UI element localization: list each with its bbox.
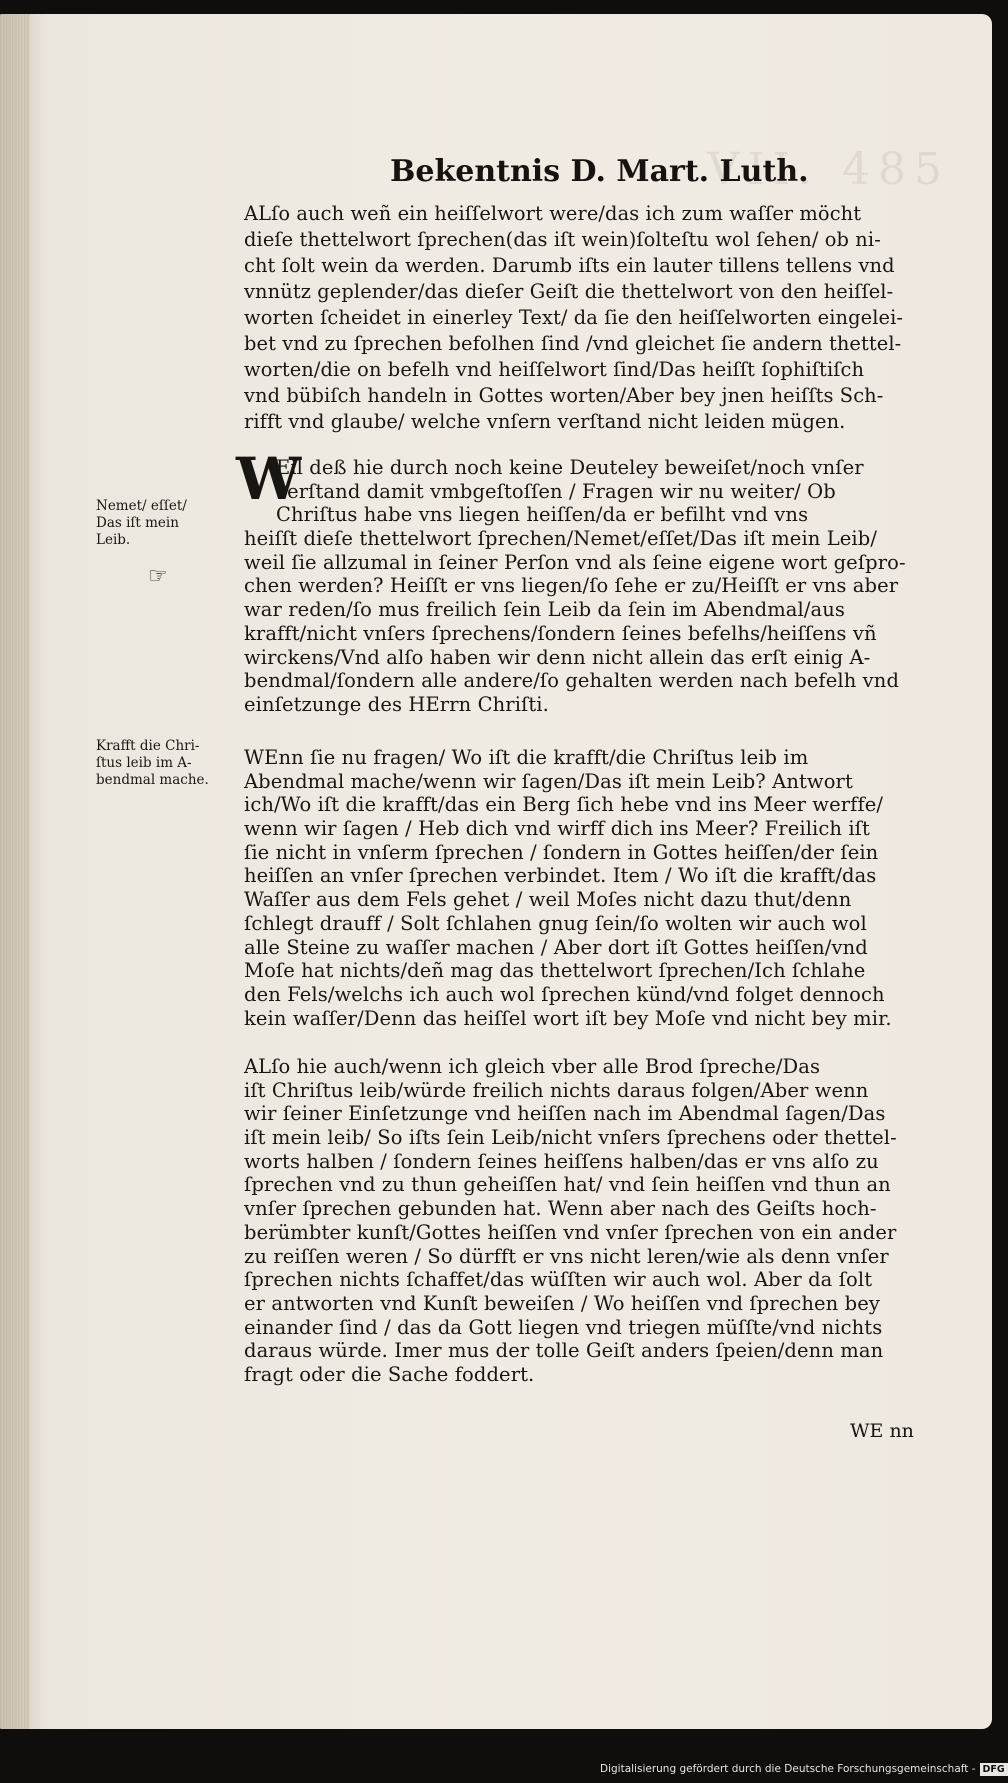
text-line: heiſſt dieſe thettelwort ſprechen/Nemet/eſſet/Das iſt mein Leib/ (244, 527, 878, 551)
text-line: heiſſen an vnſer ſprechen verbindet. Item / Wo iſt die krafft/das (244, 864, 877, 888)
text-line: WEnn ſie nu fragen/ Wo iſt die krafft/die Chriſtus leib im (244, 746, 809, 769)
text-line: fragt oder die Sache foddert. (244, 1362, 535, 1386)
footer-credit (600, 1763, 1005, 1779)
bleed-through-text: VII. 485 (707, 144, 950, 195)
catchword: WE nn (850, 1420, 914, 1442)
text-line: wir ſeiner Einſetzunge vnd heiſſen nach im Abendmal ſagen/Das (244, 1102, 886, 1126)
drop-cap: W (236, 445, 302, 513)
text-line: zu reiſſen weren / So dürfft er vns nicht leren/wie als denn vnſer (244, 1244, 889, 1268)
text-line: Chriſtus habe vns liegen heiſſen/da er befilht vnd vns (276, 503, 809, 527)
text-line: cht ſolt wein da werden. Darumb iſts ein lauter tillens tellens vnd (244, 254, 895, 277)
text-line: vnſer ſprechen gebunden hat. Wenn aber nach des Geiſts hoch- (244, 1197, 877, 1221)
text-line: er antworten vnd Kunſt beweiſen / Wo heiſſen vnd ſprechen bey (244, 1291, 880, 1315)
margin-note-krafft (96, 738, 246, 789)
text-line: Moſe hat nichts/deñ mag das thettelwort ſprechen/Ich ſchlahe (244, 959, 866, 983)
text-line: krafft/nicht vnſers ſprechens/ſondern ſeines befelhs/heiſſens vñ (244, 621, 877, 645)
text-line: iſt mein leib/ So iſts ſein Leib/nicht vnſers ſprechens oder thettel- (244, 1126, 897, 1150)
paragraph-block-1 (244, 201, 944, 435)
text-line: den Fels/welchs ich auch wol ſprechen künd/vnd folget dennoch (244, 982, 885, 1006)
margin-note-line: Nemet/ eſſet/ (96, 498, 187, 514)
margin-note-line: Leib. (96, 532, 131, 548)
text-line: dieſe thettelwort ſprechen(das iſt wein)ſolteſtu wol ſehen/ ob ni- (244, 228, 881, 251)
text-line: bet vnd zu ſprechen befolhen ſind /vnd gleichet ſie andern thettel- (244, 332, 902, 355)
text-line: rifft vnd glaube/ welche vnſern verſtand nicht leiden mügen. (244, 410, 846, 433)
text-line: wenn wir ſagen / Heb dich vnd wirff dich ins Meer? Freilich iſt (244, 817, 870, 841)
text-line: daraus würde. Imer mus der tolle Geiſt anders ſpeien/denn man (244, 1339, 884, 1363)
book-page (0, 14, 992, 1729)
text-line: weil ſie allzumal in ſeiner Perſon vnd als ſeine eigene wort geſpro- (244, 550, 906, 574)
text-line: berümbter kunſt/Gottes heiſſen vnd vnſer ſprechen von ein ander (244, 1220, 897, 1244)
text-line: worten ſcheidet in einerley Text/ da ſie den heiſſelworten eingelei- (244, 306, 904, 329)
paragraph-block-3 (244, 746, 944, 1030)
dfg-logo: DFG (980, 1763, 1008, 1776)
text-line: worts halben / ſondern ſeines heiſſens halben/das er vns alſo zu (244, 1149, 879, 1173)
paragraph-block-2 (236, 445, 976, 717)
text-line: war reden/ſo mus freilich ſein Leib da ſein im Abendmal/aus (244, 598, 846, 622)
text-line: Abendmal mache/wenn wir ſagen/Das iſt mein Leib? Antwort (244, 769, 853, 793)
text-line: vnd bübiſch handeln in Gottes worten/Aber bey jnen heiſſts Sch- (244, 384, 884, 407)
text-line: ALſo hie auch/wenn ich gleich vber alle Brod ſpreche/Das (244, 1055, 821, 1078)
page-gutter-edge (0, 14, 30, 1729)
margin-note-line: bendmal mache. (96, 772, 209, 788)
text-line: ſprechen nichts ſchaffet/das wüſſten wir auch wol. Aber da ſolt (244, 1268, 873, 1292)
margin-note-line: ſtus leib im A- (96, 755, 192, 771)
margin-note-line: Das iſt mein (96, 515, 179, 531)
text-line: vnnütz geplender/das dieſer Geiſt die thettelwort von den heiſſel- (244, 280, 894, 303)
manicule-icon: ☞ (148, 564, 168, 589)
text-line: Eil deß hie durch noch keine Deuteley beweiſet/noch vnſer (276, 456, 864, 479)
footer-text: Digitalisierung gefördert durch die Deutsche Forschungsgemeinschaft - (600, 1763, 976, 1775)
text-line: ſprechen vnd zu thun geheiſſen hat/ vnd ſein heiſſen vnd thun an (244, 1173, 891, 1197)
text-line: alle Steine zu waſſer machen / Aber dort iſt Gottes heiſſen/vnd (244, 935, 868, 959)
text-line: chen werden? Heiſſt er vns liegen/ſo ſehe er zu/Heiſſt er vns aber (244, 574, 899, 598)
text-line: verſtand damit vmbgeſtoſſen / Fragen wir nu weiter/ Ob (276, 479, 836, 503)
text-line: kein waſſer/Denn das heiſſel wort iſt bey Moſe vnd nicht bey mir. (244, 1006, 892, 1030)
text-line: iſt Chriſtus leib/würde freilich nichts daraus folgen/Aber wenn (244, 1078, 869, 1102)
text-line: ſchlegt drauff / Solt ſchlahen gnug ſein/ſo wolten wir auch wol (244, 911, 867, 935)
text-line: bendmal/ſondern alle andere/ſo gehalten werden nach befelh vnd (244, 669, 900, 693)
text-line: einſetzunge des HErrn Chriſti. (244, 692, 549, 716)
text-line: wirckens/Vnd alſo haben wir denn nicht allein das erſt einig A- (244, 645, 871, 669)
text-line: ALſo auch weñ ein heiſſelwort were/das ich zum waſſer möcht (244, 202, 862, 225)
running-header: Bekentnis D. Mart. Luth. (390, 154, 809, 189)
margin-note-line: Krafft die Chri- (96, 738, 200, 754)
text-line: ich/Wo iſt die krafft/das ein Berg ſich hebe vnd ins Meer werffe/ (244, 793, 884, 817)
text-line: ſie nicht in vnſerm ſprechen / ſondern in Gottes heiſſen/der ſein (244, 840, 879, 864)
text-line: einander ſind / das da Gott liegen vnd triegen müſſte/vnd nichts (244, 1315, 883, 1339)
text-line: Waſſer aus dem Fels gehet / weil Moſes nicht dazu thut/denn (244, 888, 852, 912)
paragraph-block-4 (244, 1055, 944, 1387)
margin-note-nemet (96, 498, 246, 549)
text-line: worten/die on befelh vnd heiſſelwort ſind/Das heiſſt ſophiſtiſch (244, 358, 865, 381)
